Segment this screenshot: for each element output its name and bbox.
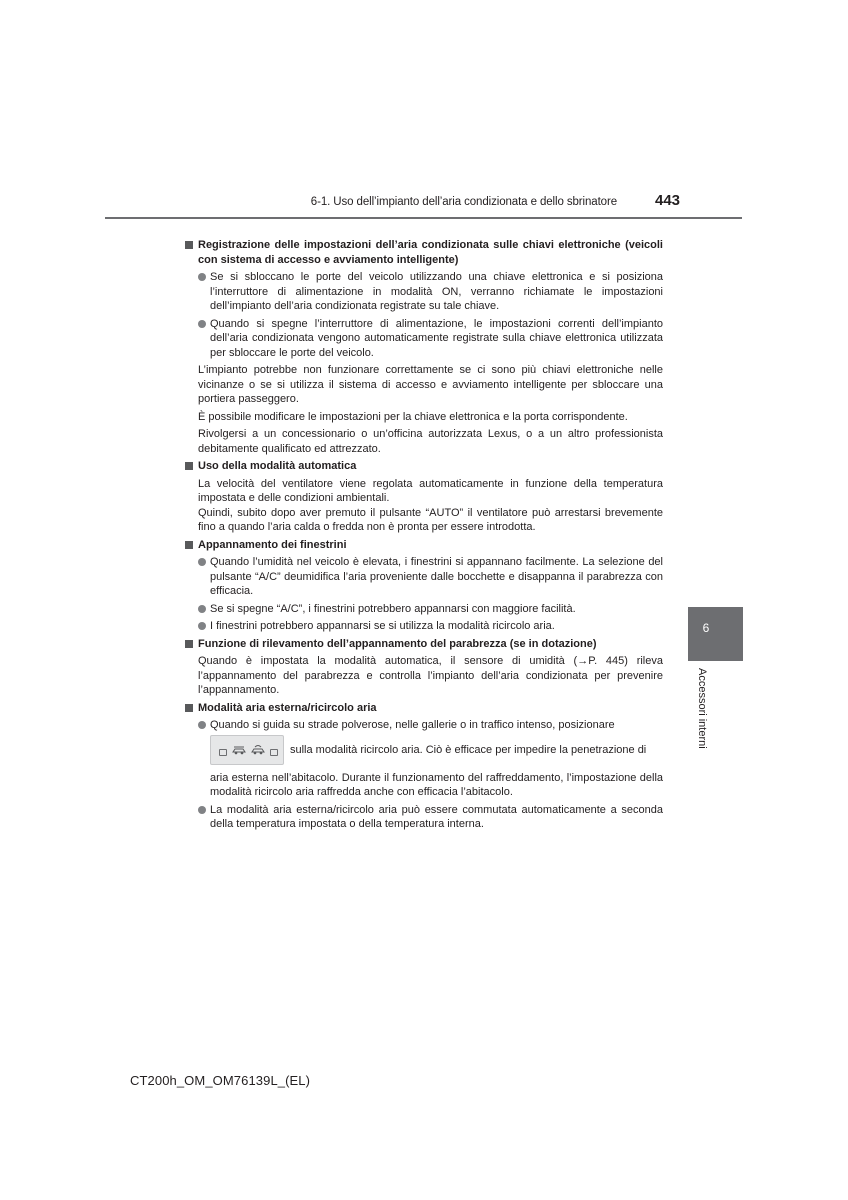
outside-air-icon (231, 744, 247, 756)
section-heading-window-fogging: Appannamento dei finestrini (185, 538, 663, 553)
paragraph: Quando è impostata la modalità automatica, il sensore di umidità (→P. 445) rileva l’appannamento del parabrezza e controlla l’impianto dell’aria condizionata per prevenire l’appannamento. (198, 655, 663, 696)
header-title: 6-1. Uso dell’impianto dell’aria condizionata e dello sbrinatore (310, 196, 617, 208)
bullet-item: Quando si spegne l’interruttore di alimentazione, le impostazioni correnti dell’impianto dell’aria condizionata vengono automaticamente registrate sulla chiave elettronica utilizzata per sbloccare le porte del veicolo. (185, 317, 663, 361)
inline-text: sulla modalità ricircolo aria. Ciò è efficace per impedire la penetrazione di (290, 743, 647, 756)
page-number: 443 (655, 192, 681, 209)
section-heading-air-recirculation: Modalità aria esterna/ricircolo aria (185, 701, 663, 716)
page-content (185, 238, 663, 835)
indicator-light-icon (219, 749, 227, 756)
square-bullet-icon (185, 640, 193, 648)
round-bullet-icon (198, 558, 206, 566)
round-bullet-icon (198, 806, 206, 814)
chapter-label: Accessori interni (696, 668, 708, 749)
round-bullet-icon (198, 273, 206, 281)
bullet-item: Se si sbloccano le porte del veicolo utilizzando una chiave elettronica e si posiziona l’interruttore di alimentazione in modalità ON, verranno richiamate le impostazioni dell’impianto dell’aria condizionata registrate su tale chiave. (185, 270, 663, 314)
recirculation-switch-image (210, 735, 284, 765)
round-bullet-icon (198, 622, 206, 630)
chapter-number: 6 (702, 621, 710, 635)
square-bullet-icon (185, 462, 193, 470)
section-heading-key-settings: Registrazione delle impostazioni dell’aria condizionata sulle chiavi elettroniche (veicoli con sistema di accesso e avviamento intelligente) (185, 238, 663, 267)
section-heading-fog-detection: Funzione di rilevamento dell’appannamento del parabrezza (se in dotazione) (185, 637, 663, 652)
round-bullet-icon (198, 605, 206, 613)
bullet-item: I finestrini potrebbero appannarsi se si utilizza la modalità ricircolo aria. (185, 619, 663, 634)
inline-switch-row (185, 733, 663, 769)
recirculation-icon (250, 744, 266, 756)
square-bullet-icon (185, 541, 193, 549)
square-bullet-icon (185, 241, 193, 249)
bullet-item: La modalità aria esterna/ricircolo aria può essere commutata automaticamente a seconda della temperatura impostata o della temperatura interna. (185, 803, 663, 832)
round-bullet-icon (198, 721, 206, 729)
bullet-item: Quando si guida su strade polverose, nelle gallerie o in traffico intenso, posizionare (185, 718, 663, 733)
paragraph: La velocità del ventilatore viene regolata automaticamente in funzione della temperatura impostata e delle condizioni ambientali. (198, 477, 663, 504)
paragraph: Quindi, subito dopo aver premuto il pulsante “AUTO” il ventilatore può arrestarsi brevemente fino a quando l’aria calda o fredda non è pronta per essere introdotta. (198, 506, 663, 533)
square-bullet-icon (185, 704, 193, 712)
paragraph: È possibile modificare le impostazioni per la chiave elettronica e la porta corrispondente. (198, 410, 628, 423)
round-bullet-icon (198, 320, 206, 328)
bullet-item: Se si spegne “A/C”, i finestrini potrebbero appannarsi con maggiore facilità. (185, 602, 663, 617)
section-heading-auto-mode: Uso della modalità automatica (185, 459, 663, 474)
paragraph-continuation: aria esterna nell’abitacolo. Durante il funzionamento del raffreddamento, l’impostazione della modalità ricircolo aria raffredda anche con efficacia l’abitacolo. (210, 771, 663, 798)
paragraph: L’impianto potrebbe non funzionare correttamente se ci sono più chiavi elettroniche nelle vicinanze o se si utilizza il sistema di accesso e avviamento intelligente per sbloccare una portiera passeggero. (198, 364, 663, 405)
chapter-tab (688, 607, 743, 661)
indicator-light-icon (270, 749, 278, 756)
footer-code: CT200h_OM_OM76139L_(EL) (130, 1073, 311, 1088)
paragraph: Rivolgersi a un concessionario o un’officina autorizzata Lexus, o a un altro professionista debitamente qualificato ed attrezzato. (198, 428, 663, 455)
bullet-item: Quando l’umidità nel veicolo è elevata, i finestrini si appannano facilmente. La selezione del pulsante “A/C” deumidifica l’aria proveniente dalle bocchette e disappanna il parabrezza con efficacia. (185, 555, 663, 599)
header-rule (105, 217, 742, 219)
